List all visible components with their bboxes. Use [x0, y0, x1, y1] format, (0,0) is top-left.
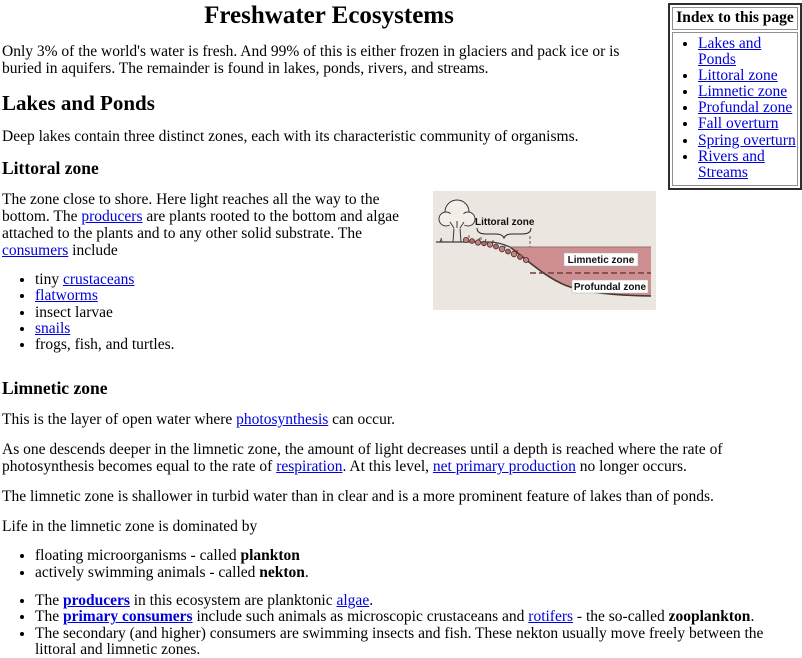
list-item — [35, 565, 802, 581]
lake-zones-diagram — [433, 191, 656, 310]
list-item — [35, 548, 802, 564]
inline-link[interactable]: primary consumers — [62, 608, 193, 626]
limnetic-paragraph-3: The limnetic zone is shallower in turbid water than in clear and is a more prominent feature of lakes than of ponds. — [2, 488, 714, 506]
index-link-littoral-zone[interactable]: Littoral zone — [698, 67, 778, 85]
text-segment: The — [35, 592, 63, 610]
text-segment: frogs, fish, and turtles. — [35, 336, 175, 354]
inline-link[interactable]: rotifers — [528, 608, 574, 626]
page-title: Freshwater Ecosystems — [204, 2, 454, 29]
index-box — [668, 3, 802, 190]
text-segment: . — [750, 608, 755, 626]
lakes-intro-paragraph: Deep lakes contain three distinct zones, each with its characteristic community of organisms. — [2, 128, 579, 145]
limnetic-trophic-list — [2, 593, 802, 658]
text-segment: plankton — [240, 547, 300, 565]
index-link-list — [673, 36, 796, 181]
text-segment: actively swimming animals - called — [35, 563, 260, 581]
text-segment: . — [304, 563, 309, 581]
text-segment: zooplankton — [668, 608, 751, 626]
text-segment: nekton — [259, 563, 305, 581]
index-item — [698, 84, 796, 100]
limnetic-zone-label: Limnetic zone — [567, 255, 635, 266]
text-segment: The secondary (and higher) consumers are swimming insects and fish. These nekton usually move freely between the littoral and limnetic zones. — [35, 624, 764, 658]
text-segment: . At this level, — [342, 458, 433, 476]
inline-link[interactable]: algae — [336, 592, 370, 610]
index-link-profundal-zone[interactable]: Profundal zone — [698, 99, 793, 117]
index-link-limnetic-zone[interactable]: Limnetic zone — [698, 83, 788, 101]
index-link-rivers-and-streams[interactable]: Rivers and Streams — [698, 147, 765, 181]
text-segment: Only 3% of the world's water is fresh. And 99% of this is either frozen in glaciers and pack ice or is buried in aquifers. The remainder is found in lakes, ponds, rivers, and streams. — [2, 43, 620, 77]
inline-link[interactable]: producers — [62, 592, 130, 610]
limnetic-paragraph-4: Life in the limnetic zone is dominated by — [2, 518, 258, 536]
littoral-zone-label: Littoral zone — [475, 217, 535, 228]
text-segment: are plants rooted to the bottom and algae attached to the plants and to any other solid substrate. The — [2, 208, 400, 242]
text-segment: As one descends deeper in the limnetic zone, the amount of light decreases until a depth is reached where the rate of photosynthesis becomes equal to the rate of — [2, 441, 723, 476]
index-item — [698, 36, 796, 68]
index-link-fall-overturn[interactable]: Fall overturn — [698, 115, 779, 133]
text-segment: tiny — [35, 271, 63, 288]
inline-link[interactable]: flatworms — [35, 287, 98, 305]
text-segment: insect larvae — [35, 303, 113, 321]
index-item — [698, 68, 796, 84]
limnetic-paragraph-1 — [2, 411, 802, 428]
lake-zones-svg — [433, 191, 656, 310]
text-segment: include such animals as microscopic crustaceans and — [192, 608, 529, 626]
inline-link[interactable]: net primary production — [432, 458, 576, 476]
list-item — [35, 305, 802, 321]
heading-littoral-zone: Littoral zone — [2, 158, 99, 178]
inline-link[interactable]: photosynthesis — [236, 411, 329, 429]
littoral-consumers-list — [2, 272, 802, 353]
list-item — [35, 321, 802, 337]
text-segment: in this ecosystem are planktonic — [129, 592, 337, 610]
inline-link[interactable]: crustaceans — [63, 271, 135, 288]
inline-link[interactable]: consumers — [2, 242, 69, 259]
text-segment: floating microorganisms - called — [35, 547, 241, 565]
text-segment: can occur. — [328, 411, 395, 429]
text-segment: This is the layer of open water where — [2, 411, 237, 429]
inline-link[interactable]: producers — [81, 208, 143, 225]
text-segment: . — [369, 592, 374, 610]
list-item — [35, 288, 802, 304]
text-segment: no longer occurs. — [575, 458, 687, 476]
text-segment: The zone close to shore. Here light reaches all the way to the bottom. The — [2, 191, 380, 225]
limnetic-life-list — [2, 548, 802, 581]
index-item — [698, 133, 796, 149]
index-link-lakes-and-ponds[interactable]: Lakes and Ponds — [698, 35, 762, 69]
heading-lakes-and-ponds: Lakes and Ponds — [2, 91, 155, 115]
index-box-title: Index to this page — [672, 7, 798, 30]
index-item — [698, 149, 796, 181]
text-segment: - the so-called — [573, 608, 669, 626]
index-item — [698, 116, 796, 132]
text-segment: The — [35, 608, 63, 626]
index-link-list-cell — [672, 32, 798, 186]
heading-limnetic-zone: Limnetic zone — [2, 378, 108, 399]
inline-link[interactable]: respiration — [276, 458, 343, 476]
index-item — [698, 100, 796, 116]
littoral-intro-paragraph — [2, 191, 802, 259]
list-item — [35, 272, 802, 288]
index-link-spring-overturn[interactable]: Spring overturn — [698, 131, 796, 149]
text-segment: include — [68, 242, 118, 259]
inline-link[interactable]: snails — [35, 319, 71, 337]
limnetic-paragraph-2 — [2, 441, 802, 475]
list-item — [35, 626, 802, 658]
list-item — [35, 609, 802, 625]
list-item — [35, 337, 802, 353]
list-item — [35, 593, 802, 609]
profundal-zone-label: Profundal zone — [573, 282, 647, 293]
